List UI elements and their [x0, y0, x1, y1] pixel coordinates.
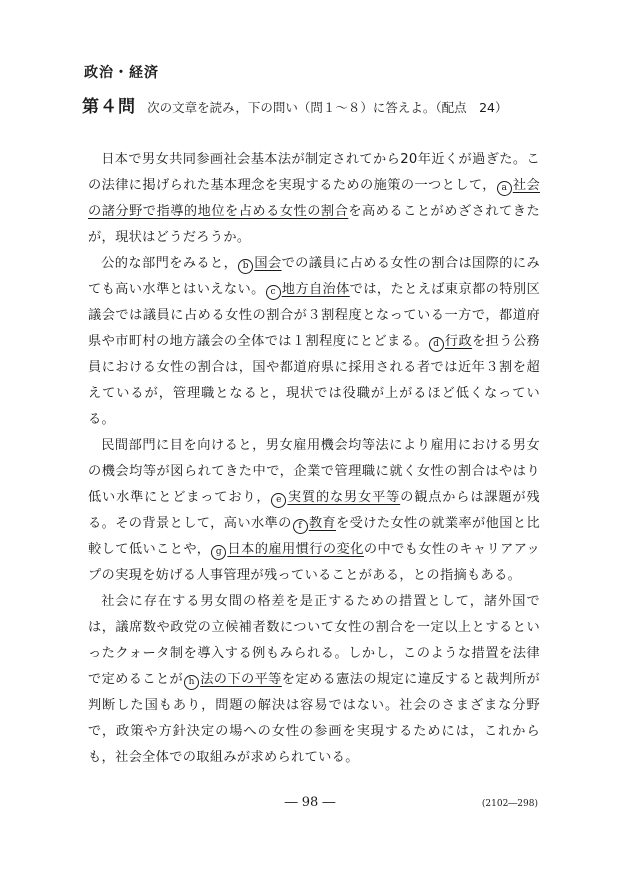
underlined-term-d: 行政: [444, 334, 473, 349]
underlined-term-g: 日本的雇用慣行の変化: [227, 542, 364, 557]
underlined-term-a: 社会の諸分野で指導的地位を占める女性の割合: [88, 178, 541, 219]
marker-c: c: [266, 285, 281, 300]
marker-h: h: [184, 675, 199, 690]
passage-text: の観点からは課題が残る。その背景として，高い水準の: [88, 490, 540, 531]
marker-b: b: [238, 259, 253, 274]
underlined-term-h: 法の下の平等: [200, 672, 282, 687]
passage-text: での議員に占める女性の割合は国際的にみても高い水準とはいえない。: [88, 256, 541, 297]
paragraph-1: [88, 147, 540, 251]
passage-text: を担う公務員における女性の割合は，国や都道府県に採用される者では近年３割を超えているが，管理職となると，現状では役職が上がるほど低くなっている。: [88, 334, 541, 427]
passage-text: 日本で男女共同参画社会基本法が制定されてから20年近くが過ぎた。この法律に掲げられた基本理念を実現するための施策の一つとして，: [88, 152, 540, 193]
marker-d: d: [429, 337, 444, 352]
passage-text: 公的な部門をみると，: [101, 256, 238, 271]
paragraph-2: [88, 251, 540, 433]
paragraph-4: [88, 589, 540, 771]
marker-e: e: [271, 493, 286, 508]
passage-text: の中でも女性のキャリアアップの実現を妨げる人事管理が残っていることがある，との指摘もある。: [88, 542, 541, 583]
marker-f: f: [293, 519, 308, 534]
exam-code: (2102―298): [481, 799, 538, 809]
underlined-term-b: 国会: [254, 256, 282, 271]
section-label: 政治・経済: [84, 65, 159, 81]
paragraph-3: [88, 433, 540, 589]
passage-text: を受けた女性の就業率が他国と比較して低いことや，: [88, 516, 541, 557]
question-instruction: 次の文章を読み，下の問い（問１〜８）に答えよ。（配点 24）: [147, 100, 508, 115]
reading-passage: [88, 147, 540, 771]
question-header: [82, 92, 552, 117]
passage-text: 社会に存在する男女間の格差を是正するための措置として，諸外国では，議席数や政党の立候補者数について女性の割合を一定以上とするといったクォータ制を導入する例もみられる。しかし，このような措置を法律で定めることが: [88, 594, 540, 687]
passage-text: を定める憲法の規定に違反すると裁判所が判断した国もあり，問題の解決は容易ではない。社会のさまざまな分野で，政策や方針決定の場への女性の参画を実現するためには，これからも，社会全体での取組みが求められている。: [88, 672, 540, 765]
passage-text: では，たとえば東京都の特別区議会では議員に占める女性の割合が３割程度となっている一方で，都道府県や市町村の地方議会の全体では１割程度にとどまる。: [88, 282, 540, 349]
passage-text: 民間部門に目を向けると，男女雇用機会均等法により雇用における男女の機会均等が図られてきた中で，企業で管理職に就く女性の割合はやはり低い水準にとどまっており，: [88, 438, 540, 505]
underlined-term-e: 実質的な男女平等: [287, 490, 401, 505]
question-number: 第４問: [82, 97, 136, 117]
passage-text: を高めることがめざされてきたが，現状はどうだろうか。: [88, 204, 540, 245]
underlined-term-c: 地方自治体: [281, 282, 350, 297]
marker-a: a: [497, 181, 512, 196]
page-number: ― 98 ―: [284, 795, 336, 810]
marker-g: g: [211, 545, 226, 560]
underlined-term-f: 教育: [308, 516, 337, 531]
